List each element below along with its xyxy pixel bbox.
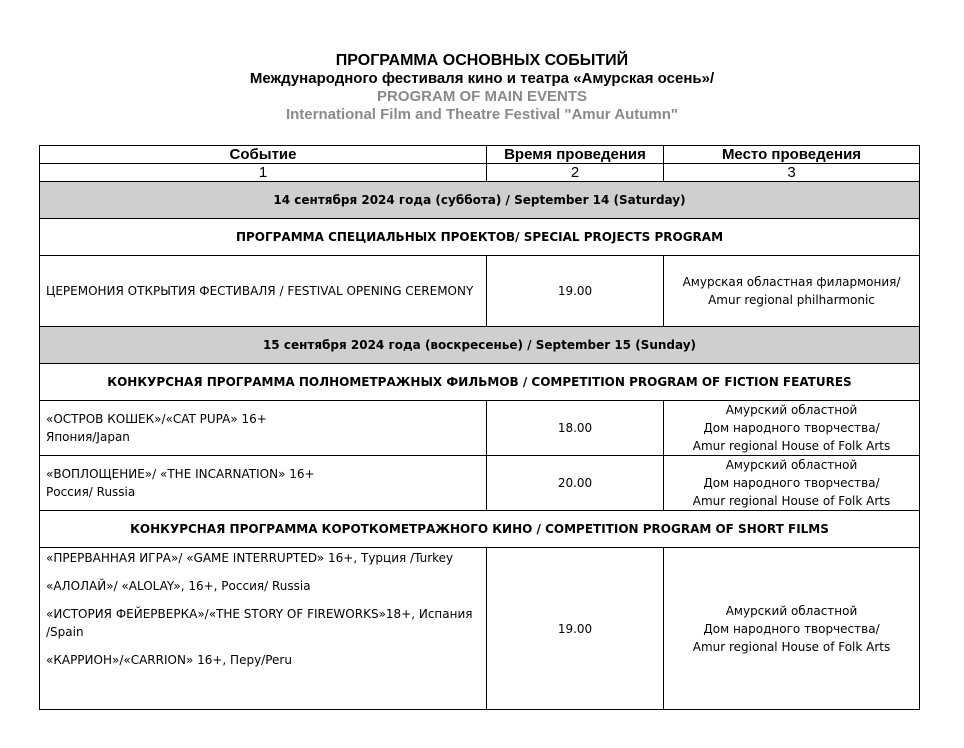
event-time: 20.00 xyxy=(487,456,664,511)
section-label: ПРОГРАММА СПЕЦИАЛЬНЫХ ПРОЕКТОВ/ SPECIAL PROJECTS PROGRAM xyxy=(40,219,920,256)
document-header xyxy=(0,52,964,124)
title-en: PROGRAM OF MAIN EVENTS xyxy=(376,88,587,105)
column-header-venue: Место проведения xyxy=(664,146,920,164)
date-row xyxy=(40,327,920,364)
short-film-item: «КАРРИОН»/«CARRION» 16+, Перу/Peru xyxy=(46,653,292,667)
column-header-time: Время проведения xyxy=(487,146,664,164)
column-header-row xyxy=(40,146,920,164)
film-country: Япония/Japan xyxy=(46,430,130,444)
event-venue xyxy=(664,456,920,511)
short-film-item: «ИСТОРИЯ ФЕЙЕРВЕРКА»/«THE STORY OF FIREWORKS»18+, Испания /Spain xyxy=(46,607,473,639)
venue-line: Amur regional House of Folk Arts xyxy=(692,494,891,508)
event-title: ЦЕРЕМОНИЯ ОТКРЫТИЯ ФЕСТИВАЛЯ / FESTIVAL OPENING CEREMONY xyxy=(40,256,487,327)
film-title: «ВОПЛОЩЕНИЕ»/ «THE INCARNATION» 16+ xyxy=(46,467,315,481)
venue-line: Дом народного творчества/ xyxy=(703,476,880,490)
date-label: 14 сентября 2024 года (суббота) / September 14 (Saturday) xyxy=(40,182,920,219)
venue-line: Амурский областной xyxy=(725,403,858,417)
date-row xyxy=(40,182,920,219)
venue-line: Амурская областная филармония/ xyxy=(682,275,901,289)
film-country: Россия/ Russia xyxy=(46,485,136,499)
short-film-item: «АЛОЛАЙ»/ «ALOLAY», 16+, Россия/ Russia xyxy=(46,579,311,593)
column-number-2: 2 xyxy=(487,164,664,182)
film-title: «ОСТРОВ КОШЕК»/«CAT PUPA» 16+ xyxy=(46,412,267,426)
event-row xyxy=(40,548,920,710)
event-time: 18.00 xyxy=(487,401,664,456)
event-title xyxy=(40,456,487,511)
venue-line: Amur regional philharmonic xyxy=(708,293,875,307)
column-header-event: Событие xyxy=(40,146,487,164)
title-ru: ПРОГРАММА ОСНОВНЫХ СОБЫТИЙ xyxy=(335,52,629,69)
subtitle-ru: Международного фестиваля кино и театра «Амурская осень»/ xyxy=(249,70,715,87)
short-film-item: «ПРЕРВАННАЯ ИГРА»/ «GAME INTERRUPTED» 16+, Турция /Turkey xyxy=(46,551,454,565)
date-label: 15 сентября 2024 года (воскресенье) / September 15 (Sunday) xyxy=(40,327,920,364)
column-number-1: 1 xyxy=(40,164,487,182)
event-time: 19.00 xyxy=(487,548,664,710)
event-title xyxy=(40,401,487,456)
subtitle-en: International Film and Theatre Festival "Amur Autumn" xyxy=(285,106,679,123)
event-venue xyxy=(664,548,920,710)
event-row xyxy=(40,256,920,327)
section-row xyxy=(40,364,920,401)
venue-line: Amur regional House of Folk Arts xyxy=(692,439,891,453)
event-time: 19.00 xyxy=(487,256,664,327)
section-row xyxy=(40,511,920,548)
section-row xyxy=(40,219,920,256)
event-row xyxy=(40,401,920,456)
event-venue xyxy=(664,401,920,456)
venue-line: Амурский областной xyxy=(725,603,858,618)
venue-line: Дом народного творчества/ xyxy=(703,621,880,636)
venue-line: Дом народного творчества/ xyxy=(703,421,880,435)
venue-line: Амурский областной xyxy=(725,458,858,472)
program-table xyxy=(39,145,920,710)
section-label: КОНКУРСНАЯ ПРОГРАММА КОРОТКОМЕТРАЖНОГО КИНО / COMPETITION PROGRAM OF SHORT FILMS xyxy=(40,511,920,548)
event-row xyxy=(40,456,920,511)
column-number-3: 3 xyxy=(664,164,920,182)
short-films-list xyxy=(40,548,487,710)
venue-line: Amur regional House of Folk Arts xyxy=(692,639,891,654)
section-label: КОНКУРСНАЯ ПРОГРАММА ПОЛНОМЕТРАЖНЫХ ФИЛЬМОВ / COMPETITION PROGRAM OF FICTION FEATURES xyxy=(40,364,920,401)
column-number-row xyxy=(40,164,920,182)
event-venue xyxy=(664,256,920,327)
